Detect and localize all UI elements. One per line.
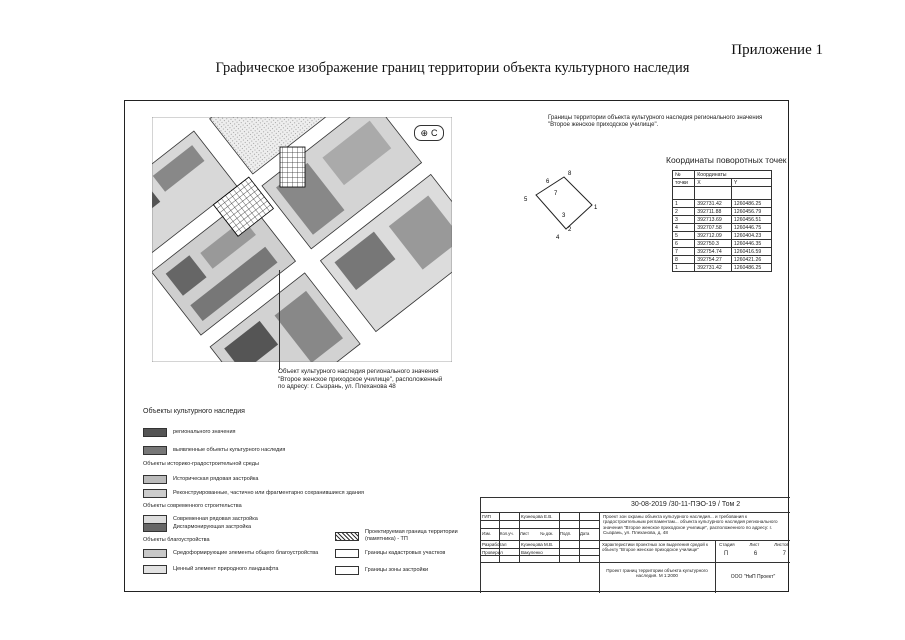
scheme-point-label: 7: [554, 191, 558, 197]
compass-letter: С: [431, 128, 438, 138]
legend-swatch: [335, 532, 359, 541]
company-name: ООО "НиП Проект": [730, 574, 776, 580]
table-row: 1 392731.42 1260486.25: [673, 264, 772, 272]
table-row: 2 392711.88 1260456.79: [673, 208, 772, 216]
legend-item: [143, 489, 364, 498]
legend-swatch: [335, 566, 359, 575]
legend-label: Объекты благоустройства: [143, 537, 210, 543]
legend-item: [143, 523, 251, 532]
legend-label: Границы зоны застройки: [365, 567, 429, 573]
coord-head-no: №: [673, 171, 695, 179]
legend-label: Дисгармонирующая застройка: [173, 524, 252, 530]
boundary-scheme: [520, 165, 610, 245]
legend-item: [143, 428, 236, 437]
object-boundary: [280, 147, 305, 187]
callout-leader: [279, 270, 280, 370]
legend-item: [143, 475, 258, 484]
coord-spacer: [673, 187, 695, 200]
scheme-point-label: 5: [524, 197, 528, 203]
sheet-description: Характеристики проектных зон выделения средой к объекту "Второе женское приходское училище": [602, 542, 708, 553]
legend-item: [335, 549, 445, 558]
table-row: 3 392713.69 1260456.51: [673, 216, 772, 224]
legend-swatch: [143, 489, 167, 498]
stamp-column-headers: Изм. Кол.уч. Лист № док. Подп. Дата: [482, 531, 590, 536]
drawing-code: 30-08-2019 /30-11-ПЭО-19 / Том 2: [631, 501, 741, 508]
legend-label: Средоформирующие элементы общего благоустройства: [173, 550, 319, 556]
stamp-person: Вакуленко: [521, 550, 543, 555]
appendix-label: Приложение 1: [731, 42, 823, 58]
map-callout-line: по адресу: г. Сызрань, ул. Плеханова 48: [278, 383, 396, 390]
legend-item: [335, 529, 475, 543]
coord-head-coords: Координаты: [695, 171, 772, 179]
coord-head-y: Y: [731, 179, 771, 187]
legend-label: Историческая рядовая застройка: [173, 476, 259, 482]
legend-swatch: [335, 549, 359, 558]
table-row: 8 392754.27 1260421.26: [673, 256, 772, 264]
legend-label: Объекты историко-градостроительной среды: [143, 461, 259, 467]
legend-swatch: [143, 565, 167, 574]
scheme-point-label: 8: [568, 171, 572, 177]
stamp-role: ГИП: [482, 514, 491, 519]
legend-swatch: [143, 475, 167, 484]
scheme-point-label: 2: [568, 227, 572, 233]
legend-label: Границы кадастровых участков: [365, 550, 446, 556]
legend-swatch: [143, 446, 167, 455]
stamp-person: Кузнецова М.В.: [521, 542, 554, 547]
legend-item: [335, 566, 428, 575]
stamp-sheet-values: П 6 7: [724, 551, 786, 557]
stamp-role: Проверил: [482, 550, 503, 555]
scheme-point-label: 6: [546, 179, 550, 185]
legend-label: Ценный элемент природного ландшафта: [173, 566, 279, 572]
legend-item: [143, 446, 285, 455]
coord-head-x: X: [695, 179, 732, 187]
legend-item: [143, 461, 259, 468]
legend-label: Проектируемая граница территории (памятника) - ТП: [365, 529, 458, 542]
map-callout: [278, 368, 458, 391]
coordinates-title: Координаты поворотных точек: [666, 155, 787, 165]
site-map: [152, 117, 452, 362]
map-drawing: [152, 117, 452, 362]
legend-swatch: [143, 523, 167, 532]
legend-label: Реконструированные, частично или фрагментарно сохранившиеся здания: [173, 490, 364, 496]
map-callout-line: Объект культурного наследия регионального значения: [278, 368, 439, 375]
north-compass: [414, 125, 444, 141]
legend-label: регионального значения: [173, 429, 236, 435]
title-block: [480, 497, 790, 593]
table-row: 5 392712.09 1260404.23: [673, 232, 772, 240]
map-callout-line: "Второе женское приходское училище", расположенный: [278, 375, 443, 383]
table-row: 1 392731.42 1260486.25: [673, 200, 772, 208]
table-row: 4 392707.58 1260446.75: [673, 224, 772, 232]
scheme-point-label: 4: [556, 235, 560, 241]
boundary-caption: Границы территории объекта культурного наследия регионального значения "Второе женское приходское училище".: [548, 115, 763, 128]
stamp-sheet-headers: Стадия Лист Листов: [719, 542, 789, 547]
coordinates-table: [672, 170, 772, 272]
legend-item: [143, 537, 210, 544]
stamp-role: Разработал: [482, 542, 507, 547]
coord-spacer: [695, 187, 732, 200]
legend-label: выявленные объекты культурного наследия: [173, 447, 286, 453]
legend-swatch: [143, 549, 167, 558]
table-row: 7 392754.74 1260416.59: [673, 248, 772, 256]
project-name: Проект зон охраны объекта культурного наследия... и требования к градостроительным регламентам... объекта культурного наследия регионального значения "Второе женское приходское училище", расположенного по адресу: г. Сызрань, ул. Плеханова, д. 48: [603, 514, 778, 536]
page-title: Графическое изображение границ территории объекта культурного наследия: [215, 60, 690, 76]
legend-title: Объекты культурного наследия: [143, 408, 245, 415]
legend-swatch: [143, 428, 167, 437]
table-row: 6 392750.3 1260446.35: [673, 240, 772, 248]
legend-item: [143, 503, 242, 510]
stamp-person: Кузнецова Е.В.: [521, 514, 553, 519]
legend-item: [143, 549, 318, 558]
scheme-point-label: 1: [594, 205, 598, 211]
scheme-point-label: 3: [562, 213, 566, 219]
legend-item: [143, 565, 278, 574]
legend-label: Объекты современного строительства: [143, 503, 242, 509]
compass-arrow-icon: ⊕: [420, 127, 429, 138]
coord-spacer: [731, 187, 771, 200]
coord-head-point: точки: [673, 179, 695, 187]
drawing-name: Проект границ территории объекта культурного наследия. М 1:2000: [606, 568, 708, 579]
legend-label: Современная рядовая застройка: [173, 516, 258, 522]
